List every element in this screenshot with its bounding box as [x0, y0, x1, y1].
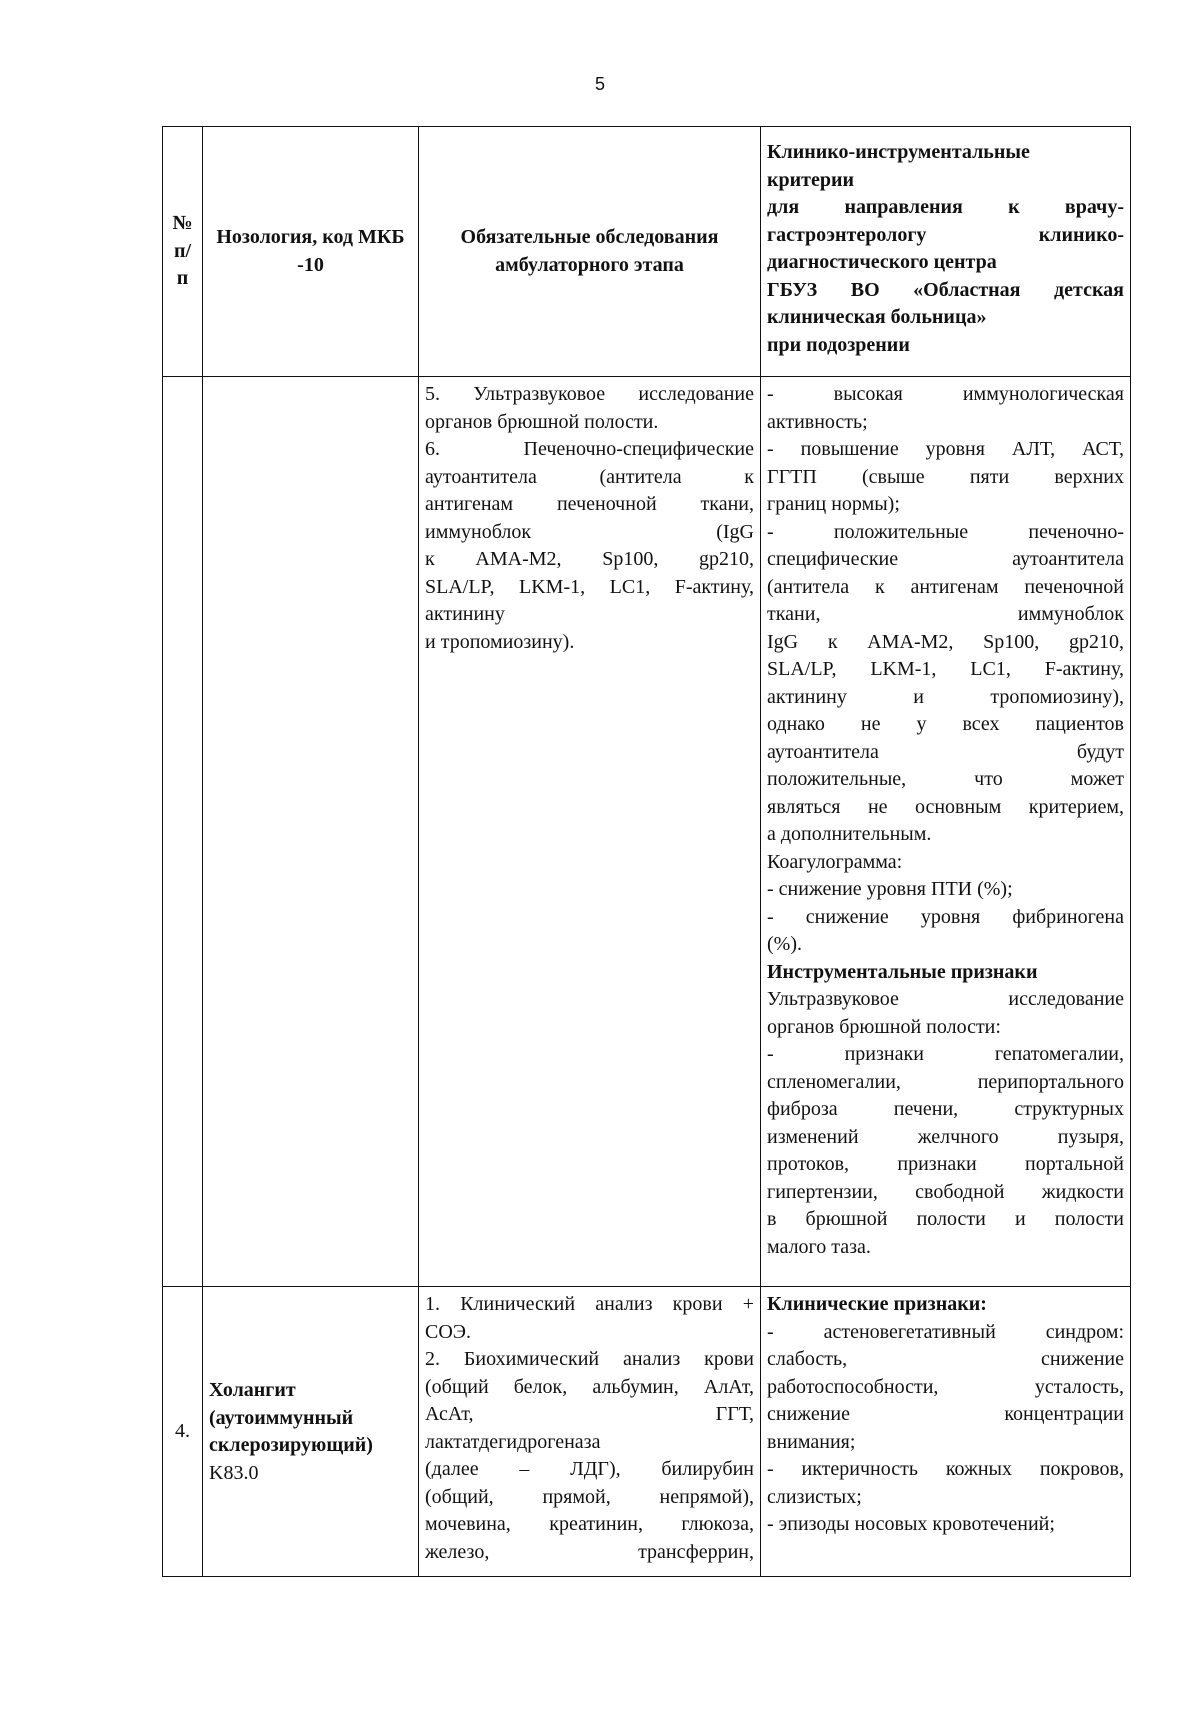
- instrumental-line: протоков, признаки портальной: [767, 1153, 1124, 1175]
- clinical-line: - эпизоды носовых кровотечений;: [767, 1513, 1055, 1535]
- clinical-line: снижение концентрации: [767, 1403, 1124, 1425]
- exam-line: аутоантитела (антитела к: [425, 465, 754, 488]
- exam-line: АсАт, ГГТ,: [425, 1403, 754, 1425]
- table-header-row: [163, 127, 1131, 377]
- criteria-line: ткани, иммуноблок: [767, 603, 1124, 625]
- header-criteria-line: Клинико-инструментальные: [767, 141, 1030, 163]
- exam-line: иммуноблок (IgG: [425, 520, 754, 543]
- row1-exams-cell: [419, 377, 761, 1287]
- criteria-line: однако не у всех пациентов: [767, 713, 1124, 735]
- row1-number-cell: [163, 377, 203, 1287]
- clinical-line: слабость, снижение: [767, 1348, 1124, 1370]
- criteria-line: - повышение уровня АЛТ, АСТ,: [767, 438, 1124, 460]
- criteria-line: - высокая иммунологическая: [767, 383, 1124, 405]
- instrumental-line: органов брюшной полости:: [767, 1015, 1001, 1038]
- criteria-table: [162, 126, 1131, 1577]
- exam-line: (далее – ЛДГ), билирубин: [425, 1458, 754, 1480]
- instrumental-line: - признаки гепатомегалии,: [767, 1043, 1124, 1065]
- exam-line: SLA/LP, LKM-1, LC1, F-актину,: [425, 575, 754, 598]
- instrumental-title: Инструментальные признаки: [767, 960, 1038, 983]
- header-criteria-line: для направления к врачу-: [767, 196, 1124, 218]
- clinical-line: работоспособности, усталость,: [767, 1375, 1124, 1398]
- row2-nosology-cell: [203, 1287, 419, 1577]
- criteria-line: (антитела к антигенам печеночной: [767, 575, 1124, 598]
- criteria-line: - снижение уровня ПТИ (%);: [767, 878, 1013, 900]
- exam-line: железо, трансферрин,: [425, 1540, 754, 1563]
- row1-nosology-cell: [203, 377, 419, 1287]
- criteria-line: SLA/LP, LKM-1, LC1, F-актину,: [767, 658, 1124, 680]
- criteria-line: IgG к AMA-M2, Sp100, gp210,: [767, 630, 1124, 653]
- exam-line: (общий, прямой, непрямой),: [425, 1485, 754, 1508]
- header-criteria-line: ГБУЗ ВО «Областная детская: [767, 278, 1124, 301]
- header-criteria: [761, 127, 1131, 377]
- header-criteria-line: клиническая больница»: [767, 306, 987, 328]
- exam-line: 6. Печеночно-специфические: [425, 438, 754, 460]
- nosology-code: K83.0: [209, 1461, 259, 1484]
- table-row: [163, 377, 1131, 1287]
- row1-criteria-cell: [761, 377, 1131, 1287]
- criteria-line: положительные, что может: [767, 768, 1124, 790]
- row2-exams-cell: [419, 1287, 761, 1577]
- criteria-line: - снижение уровня фибриногена: [767, 905, 1124, 928]
- clinical-line: - иктеричность кожных покровов,: [767, 1458, 1124, 1480]
- header-exams: Обязательные обследования амбулаторного этапа: [419, 127, 761, 377]
- clinical-line: слизистых;: [767, 1485, 862, 1508]
- nosology-name-line: Холангит: [209, 1379, 296, 1401]
- header-number: № п/п: [163, 127, 203, 377]
- exam-line: органов брюшной полости.: [425, 410, 659, 433]
- clinical-title: Клинические признаки:: [767, 1293, 987, 1315]
- exam-line: СОЭ.: [425, 1320, 471, 1343]
- instrumental-line: Ультразвуковое исследование: [767, 988, 1124, 1010]
- page-number: 5: [594, 74, 605, 94]
- exam-line: мочевина, креатинин, глюкоза,: [425, 1513, 754, 1535]
- criteria-line: специфические аутоантитела: [767, 548, 1124, 570]
- criteria-line: - положительные печеночно-: [767, 520, 1124, 543]
- nosology-name-line: (аутоиммунный: [209, 1406, 354, 1429]
- instrumental-line: фиброза печени, структурных: [767, 1098, 1124, 1120]
- exam-line: к AMA-M2, Sp100, gp210,: [425, 548, 754, 570]
- clinical-line: внимания;: [767, 1430, 856, 1453]
- exam-line: (общий белок, альбумин, АлАт,: [425, 1375, 754, 1398]
- exam-line: 1. Клинический анализ крови +: [425, 1293, 754, 1315]
- clinical-line: - астеновегетативный синдром:: [767, 1320, 1124, 1343]
- header-criteria-line: гастроэнтерологу клинико-: [767, 223, 1124, 246]
- exam-line: 2. Биохимический анализ крови: [425, 1348, 754, 1370]
- nosology-name-line: склерозирующий): [209, 1434, 373, 1456]
- criteria-line: аутоантитела будут: [767, 740, 1124, 763]
- instrumental-line: в брюшной полости и полости: [767, 1208, 1124, 1230]
- criteria-line: Коагулограмма:: [767, 850, 903, 873]
- header-criteria-line: диагностического центра: [767, 251, 997, 273]
- criteria-line: а дополнительным.: [767, 823, 932, 845]
- header-nosology: Нозология, код МКБ -10: [203, 127, 419, 377]
- instrumental-line: изменений желчного пузыря,: [767, 1125, 1124, 1148]
- table-row: [163, 1287, 1131, 1577]
- row2-criteria-cell: [761, 1287, 1131, 1577]
- header-criteria-line: критерии: [767, 168, 855, 191]
- exam-line: актинину: [425, 603, 505, 625]
- criteria-line: активность;: [767, 410, 868, 433]
- exam-line: и тропомиозину).: [425, 630, 575, 653]
- criteria-line: актинину и тропомиозину),: [767, 685, 1124, 708]
- row2-number-cell: 4.: [163, 1287, 203, 1577]
- criteria-line: границ нормы);: [767, 493, 900, 515]
- criteria-line: (%).: [767, 933, 802, 955]
- header-criteria-line: при подозрении: [767, 333, 910, 356]
- criteria-line: являться не основным критерием,: [767, 795, 1124, 818]
- instrumental-line: малого таза.: [767, 1235, 871, 1258]
- criteria-line: ГГТП (свыше пяти верхних: [767, 465, 1124, 488]
- exam-line: антигенам печеночной ткани,: [425, 493, 754, 515]
- instrumental-line: спленомегалии, перипортального: [767, 1070, 1124, 1093]
- exam-line: 5. Ультразвуковое исследование: [425, 383, 754, 405]
- instrumental-line: гипертензии, свободной жидкости: [767, 1180, 1124, 1203]
- exam-line: лактатдегидрогеназа: [425, 1430, 601, 1453]
